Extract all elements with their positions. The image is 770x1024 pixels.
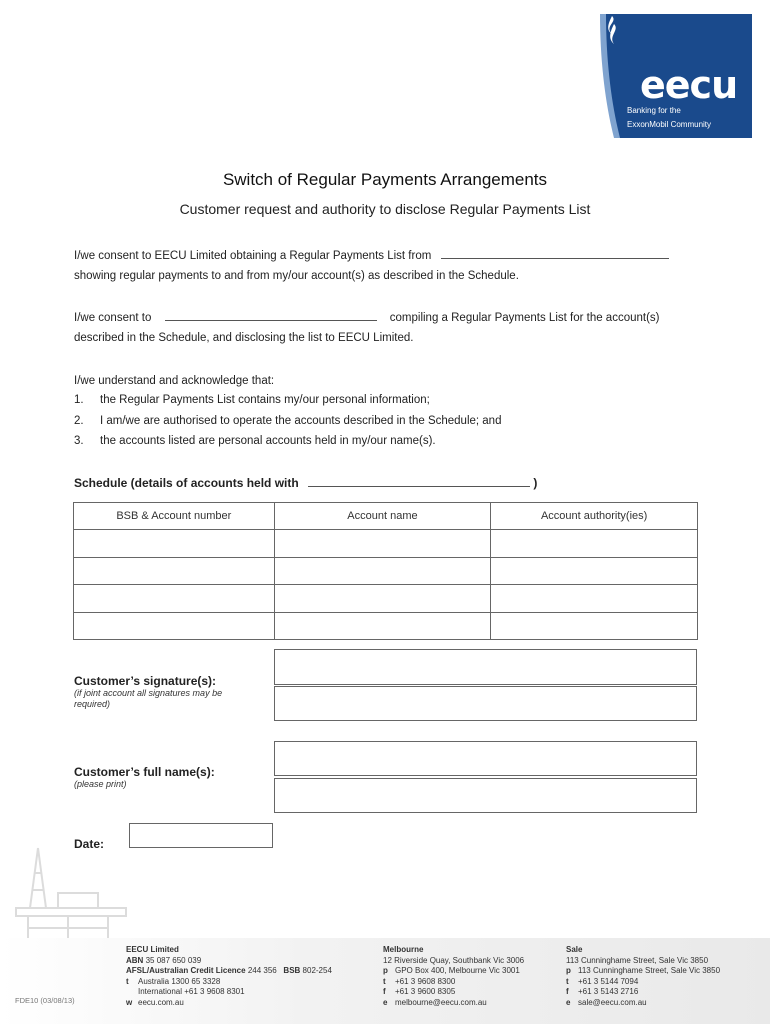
phone-label: t xyxy=(383,976,386,986)
melbourne-phone: +61 3 9608 8300 xyxy=(395,976,456,986)
fax-label: f xyxy=(566,987,569,996)
abn-value: 35 087 650 039 xyxy=(145,955,202,965)
institution-from-field[interactable] xyxy=(441,247,669,259)
phone-intl: International +61 3 9608 8301 xyxy=(138,987,245,996)
bsb-cell[interactable] xyxy=(74,585,275,613)
account-name-cell[interactable] xyxy=(274,612,491,640)
full-name-note: (please print) xyxy=(74,779,127,789)
table-row xyxy=(74,612,698,640)
acknowledge-item-2 xyxy=(74,415,501,427)
consent-1-line-1 xyxy=(74,246,669,266)
afsl-label: AFSL/Australian Credit Licence xyxy=(126,966,246,975)
logo-tagline-1: Banking for the xyxy=(627,106,681,115)
signature-box-2[interactable] xyxy=(274,686,697,721)
schedule-heading xyxy=(74,475,537,490)
account-name-cell[interactable] xyxy=(274,585,491,613)
consent-2-line-2: described in the Schedule, and disclosing the list to EECU Limited. xyxy=(74,332,414,344)
phone-label: t xyxy=(566,976,569,986)
postal-label: p xyxy=(383,966,388,975)
melbourne-postal: GPO Box 400, Melbourne Vic 3001 xyxy=(395,966,520,975)
consent-2-line-1 xyxy=(74,308,660,328)
melbourne-email-link[interactable]: melbourne@eecu.com.au xyxy=(395,997,487,1007)
bsb-label: BSB xyxy=(283,966,301,975)
footer-company xyxy=(126,945,332,1008)
authority-cell[interactable] xyxy=(491,557,698,585)
item-text: the Regular Payments List contains my/our personal information; xyxy=(100,394,430,406)
authority-cell[interactable] xyxy=(491,612,698,640)
signature-box-1[interactable] xyxy=(274,649,697,685)
item-number: 1. xyxy=(74,394,84,406)
oil-rig-icon xyxy=(8,838,158,948)
email-label: e xyxy=(566,997,571,1007)
account-name-cell[interactable] xyxy=(274,557,491,585)
item-number: 2. xyxy=(74,415,84,427)
accounts-table xyxy=(73,502,698,640)
melbourne-address: 12 Riverside Quay, Southbank Vic 3006 xyxy=(383,955,525,965)
full-name-box-1[interactable] xyxy=(274,741,697,776)
sale-heading: Sale xyxy=(566,945,583,954)
column-header-bsb: BSB & Account number xyxy=(74,503,275,530)
schedule-label: Schedule (details of accounts held with xyxy=(74,476,299,490)
authority-cell[interactable] xyxy=(491,585,698,613)
column-header-authority: Account authority(ies) xyxy=(491,503,698,530)
footer-sale xyxy=(566,945,720,1008)
date-label: Date: xyxy=(74,837,105,851)
page-subtitle: Customer request and authority to disclose Regular Payments List xyxy=(179,201,591,217)
melbourne-fax: +61 3 9600 8305 xyxy=(395,987,456,996)
bsb-cell[interactable] xyxy=(74,557,275,585)
full-name-box-2[interactable] xyxy=(274,778,697,813)
column-header-account-name: Account name xyxy=(274,503,491,530)
bsb-cell[interactable] xyxy=(74,612,275,640)
schedule-close-paren: ) xyxy=(533,476,538,490)
postal-label: p xyxy=(566,966,571,975)
table-row xyxy=(74,557,698,585)
account-name-cell[interactable] xyxy=(274,530,491,558)
sale-email-link[interactable]: sale@eecu.com.au xyxy=(578,997,647,1007)
table-row xyxy=(74,530,698,558)
item-number: 3. xyxy=(74,435,84,447)
sale-fax: +61 3 5143 2716 xyxy=(578,987,639,996)
consent-2-prefix: I/we consent to xyxy=(74,312,152,324)
phone-label: t xyxy=(126,976,129,986)
table-header-row xyxy=(74,503,698,530)
company-name: EECU Limited xyxy=(126,945,179,954)
full-name-label: Customer’s full name(s): xyxy=(74,765,215,779)
flame-icon xyxy=(600,14,622,48)
web-label: w xyxy=(126,997,133,1007)
sale-postal: 113 Cunninghame Street, Sale Vic 3850 xyxy=(578,966,721,975)
table-row xyxy=(74,585,698,613)
logo-tagline xyxy=(627,106,747,130)
form-reference: FDE10 (03/08/13) xyxy=(15,996,75,1005)
consent-1-line-2: showing regular payments to and from my/our account(s) as described in the Schedule. xyxy=(74,270,519,282)
website-link[interactable]: eecu.com.au xyxy=(138,997,184,1007)
item-text: I am/we are authorised to operate the accounts described in the Schedule; and xyxy=(100,415,502,427)
sale-address: 113 Cunninghame Street, Sale Vic 3850 xyxy=(566,955,709,965)
consent-1-text: I/we consent to EECU Limited obtaining a Regular Payments List from xyxy=(74,250,432,262)
fax-label: f xyxy=(383,987,386,996)
footer-melbourne xyxy=(383,945,524,1008)
afsl-value: 244 356 xyxy=(247,966,277,975)
authority-cell[interactable] xyxy=(491,530,698,558)
email-label: e xyxy=(383,997,388,1007)
item-text: the accounts listed are personal accounts held in my/our name(s). xyxy=(100,435,436,447)
acknowledge-item-1 xyxy=(74,394,430,406)
melbourne-heading: Melbourne xyxy=(383,945,424,954)
acknowledge-item-3 xyxy=(74,435,436,447)
abn-label: ABN xyxy=(126,955,144,965)
logo-tagline-2: ExxonMobil Community xyxy=(627,120,712,129)
acknowledge-intro: I/we understand and acknowledge that: xyxy=(74,375,275,387)
logo-wordmark: eecu xyxy=(640,63,738,107)
signature-label: Customer’s signature(s): xyxy=(74,674,217,688)
bsb-cell[interactable] xyxy=(74,530,275,558)
schedule-institution-field[interactable] xyxy=(308,475,530,487)
signature-note: (if joint account all signatures may be required) xyxy=(74,688,223,709)
bsb-value: 802-254 xyxy=(302,966,332,975)
phone-au: Australia 1300 65 3328 xyxy=(138,976,221,986)
eecu-logo xyxy=(600,14,752,138)
sale-phone: +61 3 5144 7094 xyxy=(578,976,639,986)
institution-compiling-field[interactable] xyxy=(165,309,377,321)
page-title: Switch of Regular Payments Arrangements xyxy=(222,170,548,189)
consent-2-suffix: compiling a Regular Payments List for the account(s) xyxy=(389,312,660,324)
